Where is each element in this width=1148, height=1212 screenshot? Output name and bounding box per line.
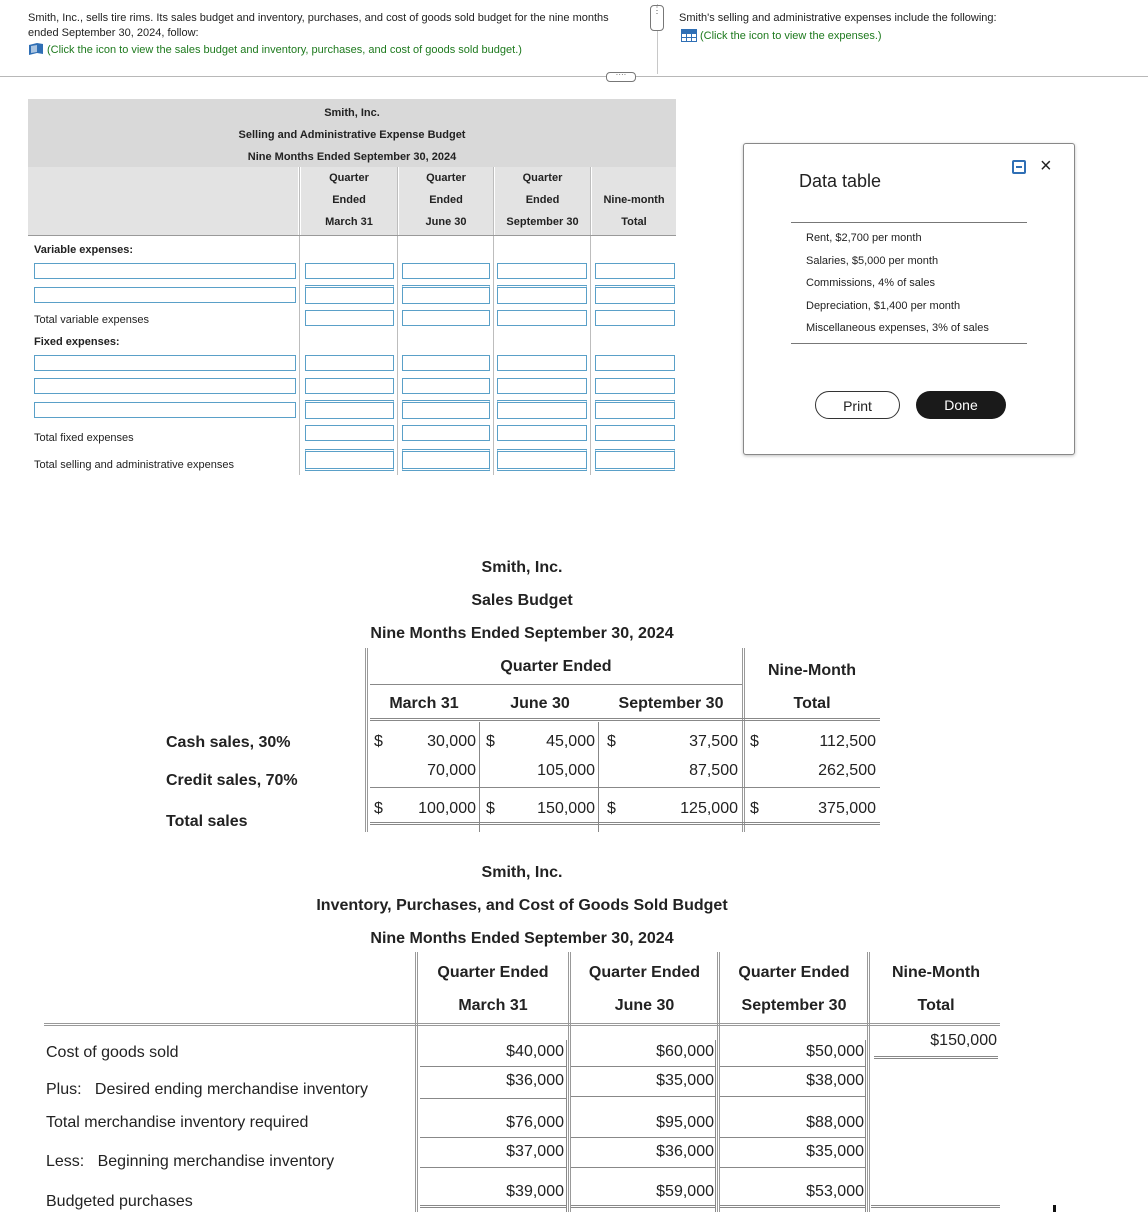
sa-title: Selling and Administrative Expense Budget xyxy=(238,129,466,141)
fixed-expense-1-sep30-input[interactable] xyxy=(497,355,587,371)
currency-sign: $ xyxy=(486,800,495,817)
currency-sign: $ xyxy=(486,733,495,750)
budgeted-purchases-label: Budgeted purchases xyxy=(46,1193,193,1210)
credit-sales-sep30: 87,500 xyxy=(689,762,738,779)
data-table-dialog xyxy=(743,143,1075,455)
sa-col-sep30: Quarter Ended September 30 xyxy=(495,167,590,235)
vertical-resize-handle[interactable]: ⋮ xyxy=(650,5,664,31)
credit-sales-mar31: 70,000 xyxy=(427,762,476,779)
inv-period: Nine Months Ended September 30, 2024 xyxy=(370,930,674,947)
total-sa-sep30-input[interactable] xyxy=(497,449,587,471)
total-sa-mar31-input[interactable] xyxy=(305,449,394,471)
fixed-expense-2-sep30-input[interactable] xyxy=(497,378,587,394)
inv-title: Inventory, Purchases, and Cost of Goods Sold Budget xyxy=(316,897,728,914)
cash-sales-label: Cash sales, 30% xyxy=(166,734,291,751)
credit-sales-label: Credit sales, 70% xyxy=(166,772,298,789)
sa-label-column-header xyxy=(28,167,298,235)
cogs-jun30: $60,000 xyxy=(656,1043,714,1060)
sales-total-header-1: Nine-Month xyxy=(768,662,856,679)
quarter-ended-header: Quarter Ended xyxy=(500,658,612,675)
total-fixed-expenses-label: Total fixed expenses xyxy=(34,432,134,444)
sa-col-jun30: Quarter Ended June 30 xyxy=(399,167,493,235)
variable-expense-1-jun30-input[interactable] xyxy=(402,263,490,279)
inv-company: Smith, Inc. xyxy=(481,864,563,881)
inv-col-sep30-h1: Quarter Ended xyxy=(738,964,850,981)
currency-sign: $ xyxy=(750,800,759,817)
purchases-sep30: $53,000 xyxy=(806,1183,864,1200)
variable-expense-1-total-input[interactable] xyxy=(595,263,675,279)
expenses-link-text[interactable]: (Click the icon to view the expenses.) xyxy=(700,30,882,42)
total-variable-total-input[interactable] xyxy=(595,310,675,326)
expense-item: Salaries, $5,000 per month xyxy=(806,254,939,267)
total-variable-expenses-label: Total variable expenses xyxy=(34,314,149,326)
table-grid-icon[interactable] xyxy=(681,29,697,42)
beginning-inv-mar31: $37,000 xyxy=(506,1143,564,1160)
fixed-expense-1-mar31-input[interactable] xyxy=(305,355,394,371)
fixed-expense-2-jun30-input[interactable] xyxy=(402,378,490,394)
minimize-icon[interactable] xyxy=(1012,160,1026,174)
fixed-expense-1-name-input[interactable] xyxy=(34,355,296,371)
less-prefix: Less: xyxy=(46,1153,85,1170)
total-sales-label: Total sales xyxy=(166,813,248,830)
total-sa-jun30-input[interactable] xyxy=(402,449,490,471)
total-fixed-mar31-input[interactable] xyxy=(305,425,394,441)
fixed-expense-3-name-input[interactable] xyxy=(34,402,296,418)
sa-col-total: Nine-month Total xyxy=(592,167,676,235)
data-table-title: Data table xyxy=(799,171,882,191)
inv-col-total-h1: Nine-Month xyxy=(892,964,980,981)
variable-expense-2-mar31-input[interactable] xyxy=(305,285,394,304)
sales-col-mar31: March 31 xyxy=(389,695,459,712)
beginning-inv-sep30: $35,000 xyxy=(806,1143,864,1160)
expense-data-list xyxy=(791,222,1027,344)
variable-expense-1-mar31-input[interactable] xyxy=(305,263,394,279)
total-sa-total-input[interactable] xyxy=(595,449,675,471)
cash-sales-mar31: 30,000 xyxy=(427,733,476,750)
currency-sign: $ xyxy=(607,733,616,750)
total-required-jun30: $95,000 xyxy=(656,1114,714,1131)
cash-sales-sep30: 37,500 xyxy=(689,733,738,750)
plus-ending-inventory-label: Plus: Desired ending merchandise inventory xyxy=(46,1081,368,1098)
fixed-expense-3-sep30-input[interactable] xyxy=(497,400,587,419)
total-inventory-required-label: Total merchandise inventory required xyxy=(46,1114,309,1131)
inv-col-jun30-h2: June 30 xyxy=(614,997,675,1014)
ending-inv-jun30: $35,000 xyxy=(656,1072,714,1089)
fixed-expense-2-mar31-input[interactable] xyxy=(305,378,394,394)
credit-sales-total: 262,500 xyxy=(818,762,876,779)
horizontal-divider xyxy=(0,76,1148,77)
beginning-inv-jun30: $36,000 xyxy=(656,1143,714,1160)
fixed-expense-3-mar31-input[interactable] xyxy=(305,400,394,419)
total-fixed-sep30-input[interactable] xyxy=(497,425,587,441)
plus-prefix: Plus: xyxy=(46,1081,82,1098)
print-button[interactable]: Print xyxy=(815,391,900,419)
sales-col-sep30: September 30 xyxy=(618,695,724,712)
total-required-sep30: $88,000 xyxy=(806,1114,864,1131)
book-icon[interactable] xyxy=(28,43,44,55)
total-sa-expenses-label: Total selling and administrative expenses xyxy=(34,459,234,471)
cogs-total: $150,000 xyxy=(930,1032,997,1049)
sales-company: Smith, Inc. xyxy=(481,559,563,576)
less-beginning-inventory-label: Less: Beginning merchandise inventory xyxy=(46,1153,335,1170)
sales-col-jun30: June 30 xyxy=(510,695,570,712)
total-sales-jun30: 150,000 xyxy=(537,800,595,817)
close-icon[interactable]: × xyxy=(1040,155,1052,177)
inv-col-total-h2: Total xyxy=(917,997,955,1014)
purchases-mar31: $39,000 xyxy=(506,1183,564,1200)
total-sales-total: 375,000 xyxy=(818,800,876,817)
fixed-expense-1-jun30-input[interactable] xyxy=(402,355,490,371)
currency-sign: $ xyxy=(374,733,383,750)
fixed-expense-2-name-input[interactable] xyxy=(34,378,296,394)
total-fixed-jun30-input[interactable] xyxy=(402,425,490,441)
cash-sales-jun30: 45,000 xyxy=(546,733,595,750)
intro-text: Smith, Inc., sells tire rims. Its sales budget and inventory, purchases, and cost of goods sold budget for the nine months ended September 30, 2024, follow: xyxy=(28,12,609,39)
expense-item: Rent, $2,700 per month xyxy=(806,232,922,244)
currency-sign: $ xyxy=(374,800,383,817)
currency-sign: $ xyxy=(750,733,759,750)
ending-inv-mar31: $36,000 xyxy=(506,1072,564,1089)
purchases-jun30: $59,000 xyxy=(656,1183,714,1200)
total-sales-sep30: 125,000 xyxy=(680,800,738,817)
variable-expense-2-sep30-input[interactable] xyxy=(497,285,587,304)
sales-period: Nine Months Ended September 30, 2024 xyxy=(370,625,674,642)
sa-company: Smith, Inc. xyxy=(324,107,380,119)
sales-total-header-2: Total xyxy=(793,695,831,712)
fixed-expense-3-total-input[interactable] xyxy=(595,400,675,419)
variable-expense-2-name-input[interactable] xyxy=(34,287,296,303)
horizontal-resize-handle[interactable]: ···· xyxy=(606,72,636,82)
expenses-intro-text: Smith's selling and administrative expenses include the following: xyxy=(679,12,997,24)
cash-sales-total: 112,500 xyxy=(819,733,876,750)
currency-sign: $ xyxy=(607,800,616,817)
sales-budget-link[interactable] xyxy=(28,43,648,58)
sa-period: Nine Months Ended September 30, 2024 xyxy=(247,151,457,163)
fixed-expense-2-total-input[interactable] xyxy=(595,378,675,394)
variable-expense-2-jun30-input[interactable] xyxy=(402,285,490,304)
credit-sales-jun30: 105,000 xyxy=(537,762,595,779)
variable-expense-1-sep30-input[interactable] xyxy=(497,263,587,279)
total-variable-sep30-input[interactable] xyxy=(497,310,587,326)
cogs-mar31: $40,000 xyxy=(506,1043,564,1060)
variable-expenses-label: Variable expenses: xyxy=(34,244,134,256)
inv-col-mar31-h2: March 31 xyxy=(458,997,528,1014)
sa-budget-header xyxy=(28,99,676,167)
inv-col-sep30-h2: September 30 xyxy=(741,997,847,1014)
total-variable-mar31-input[interactable] xyxy=(305,310,394,326)
cogs-sep30: $50,000 xyxy=(806,1043,864,1060)
expense-item: Depreciation, $1,400 per month xyxy=(806,299,961,312)
done-button[interactable]: Done xyxy=(916,391,1006,419)
inv-col-mar31-h1: Quarter Ended xyxy=(437,964,549,981)
fixed-expense-3-jun30-input[interactable] xyxy=(402,400,490,419)
total-sales-mar31: 100,000 xyxy=(418,800,476,817)
ending-inv-sep30: $38,000 xyxy=(806,1072,864,1089)
variable-expense-2-total-input[interactable] xyxy=(595,285,675,304)
expenses-link[interactable] xyxy=(681,29,1081,44)
expense-item: Commissions, 4% of sales xyxy=(806,277,935,289)
sa-col-mar31: Quarter Ended March 31 xyxy=(301,167,397,235)
sales-title: Sales Budget xyxy=(471,592,573,609)
variable-expense-1-name-input[interactable] xyxy=(34,263,296,279)
inv-col-jun30-h1: Quarter Ended xyxy=(588,964,701,981)
cogs-label: Cost of goods sold xyxy=(46,1044,179,1061)
fixed-expense-1-total-input[interactable] xyxy=(595,355,675,371)
total-variable-jun30-input[interactable] xyxy=(402,310,490,326)
expense-item: Miscellaneous expenses, 3% of sales xyxy=(806,322,989,334)
sales-budget-link-text[interactable]: (Click the icon to view the sales budget and inventory, purchases, and cost of goods sold budget.) xyxy=(47,44,522,56)
total-fixed-total-input[interactable] xyxy=(595,425,675,441)
total-required-mar31: $76,000 xyxy=(506,1114,564,1131)
fixed-expenses-label: Fixed expenses: xyxy=(34,336,120,348)
text-cursor xyxy=(1053,1205,1056,1212)
